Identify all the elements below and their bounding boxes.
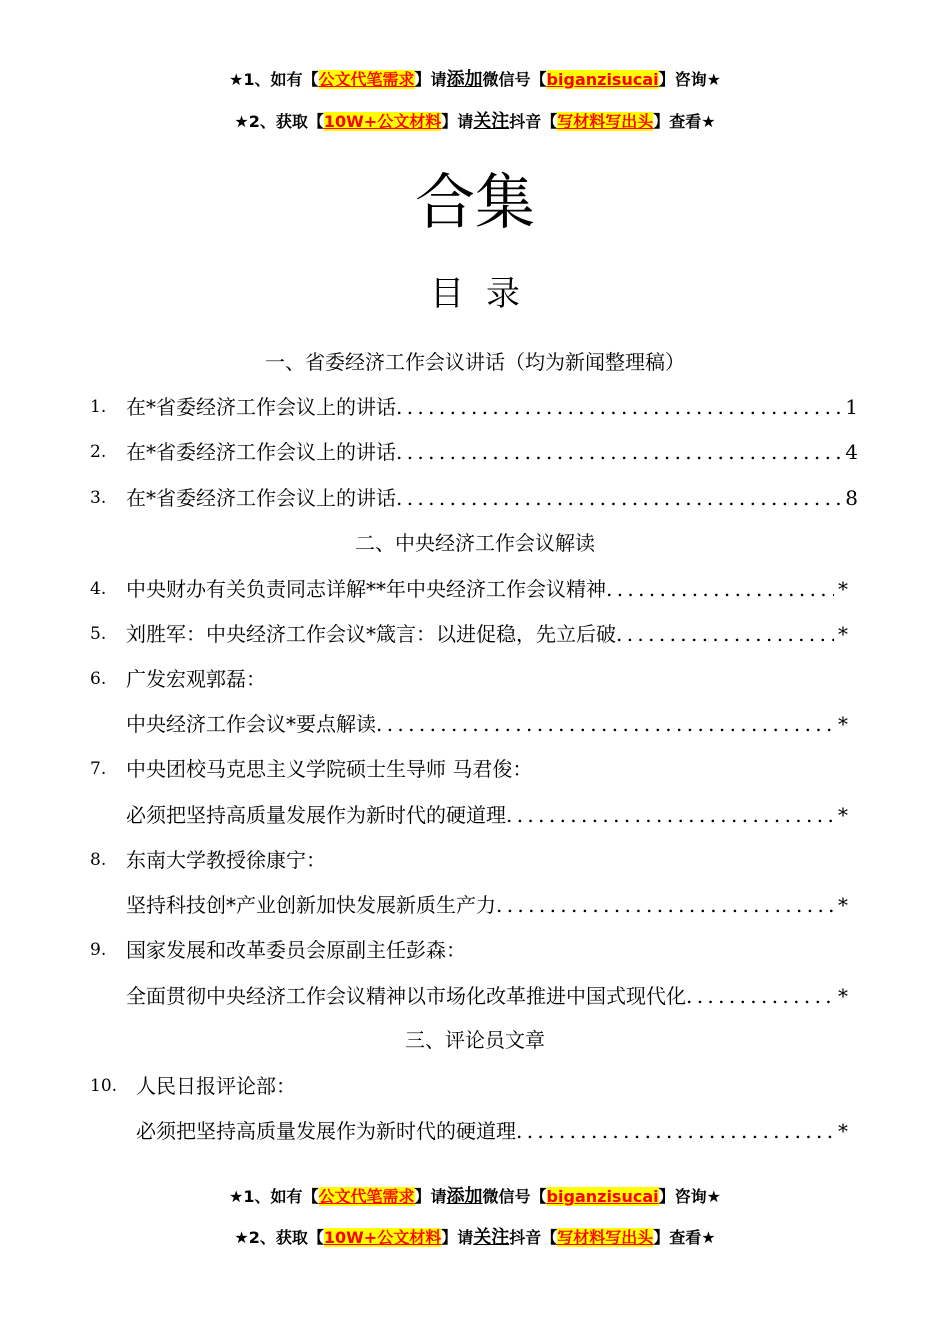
entry-page: * [838, 622, 848, 646]
entry-author: 国家发展和改革委员会原副主任彭森： [126, 938, 466, 962]
entry-author: 广发宏观郭磊： [126, 667, 266, 691]
banner-text: 】请 [441, 112, 474, 131]
banner-text: ★2、获取【 [234, 112, 324, 131]
entry-title: 必须把坚持高质量发展作为新时代的硬道理 [126, 803, 506, 827]
dot-leader [516, 1116, 834, 1146]
banner-text: ★1、如有【 [229, 1187, 319, 1206]
entry-title: 在*省委经济工作会议上的讲话 [126, 486, 396, 510]
entry-title: 全面贯彻中央经济工作会议精神以市场化改革推进中国式现代化 [126, 984, 686, 1008]
entry-title: 刘胜军：中央经济工作会议*箴言：以进促稳，先立后破 [126, 622, 616, 646]
banner-text: 】请 [414, 70, 447, 89]
banner-emphasis: 添加 [446, 69, 483, 90]
entry-title: 在*省委经济工作会议上的讲话 [126, 395, 396, 419]
dot-leader [396, 437, 841, 467]
entry-title: 必须把坚持高质量发展作为新时代的硬道理 [136, 1119, 516, 1143]
entry-page: * [838, 803, 848, 827]
entry-number: 7. [90, 759, 107, 779]
toc-entry-8-author [90, 845, 858, 875]
douyin-id: 写材料写出头 [557, 112, 654, 131]
banner-text: 】请 [441, 1228, 474, 1247]
banner-text: 抖音【 [509, 1228, 558, 1247]
entry-page: * [838, 893, 848, 917]
banner-text: 微信号【 [482, 70, 547, 89]
toc-entry-3[interactable] [90, 483, 858, 513]
toc-entry-7-author [90, 754, 858, 784]
section-heading-2: 二、中央经济工作会议解读 [355, 531, 595, 555]
top-banner-line-1 [0, 70, 950, 90]
banner-highlight: 10W+公文材料 [323, 1228, 442, 1247]
dot-leader [616, 619, 834, 649]
toc-entry-6[interactable] [90, 709, 858, 739]
toc-entry-8[interactable] [90, 890, 858, 920]
entry-page: * [838, 984, 848, 1008]
toc-entry-5[interactable] [90, 619, 858, 649]
entry-page: 1 [845, 395, 858, 419]
banner-text: 】咨询★ [658, 70, 721, 89]
banner-highlight: 10W+公文材料 [323, 112, 442, 131]
banner-text: 】咨询★ [658, 1187, 721, 1206]
entry-author: 东南大学教授徐康宁： [126, 848, 326, 872]
banner-text: 抖音【 [509, 112, 558, 131]
toc-entry-1[interactable] [90, 392, 858, 422]
toc-entry-2[interactable] [90, 437, 858, 467]
entry-author: 人民日报评论部： [136, 1074, 296, 1098]
banner-text: 】查看★ [653, 1228, 716, 1247]
dot-leader [506, 800, 834, 830]
wechat-id: biganzisucai [546, 70, 659, 89]
toc-entry-10[interactable] [90, 1116, 858, 1146]
entry-number: 3. [90, 488, 107, 508]
banner-text: 微信号【 [482, 1187, 547, 1206]
banner-emphasis: 关注 [473, 1227, 510, 1248]
banner-emphasis: 添加 [446, 1186, 483, 1207]
bottom-banner-line-1 [0, 1187, 950, 1207]
toc-entry-7[interactable] [90, 800, 858, 830]
entry-title: 中央经济工作会议*要点解读 [126, 712, 376, 736]
dot-leader [686, 981, 834, 1011]
douyin-id: 写材料写出头 [557, 1228, 654, 1247]
dot-leader [396, 392, 841, 422]
entry-page: * [838, 577, 848, 601]
toc-entry-10-author [90, 1071, 858, 1101]
entry-number: 5. [90, 624, 107, 644]
banner-highlight: 公文代笔需求 [318, 70, 415, 89]
banner-emphasis: 关注 [473, 111, 510, 132]
toc-heading: 目录 [430, 274, 542, 314]
entry-page: 4 [845, 440, 858, 464]
entry-number: 4. [90, 579, 107, 599]
dot-leader [496, 890, 834, 920]
toc-entry-9[interactable] [90, 981, 858, 1011]
entry-title: 中央财办有关负责同志详解**年中央经济工作会议精神 [126, 577, 606, 601]
top-banner-line-2 [0, 112, 950, 132]
toc-entry-9-author [90, 935, 858, 965]
entry-number: 10. [90, 1076, 118, 1096]
entry-number: 8. [90, 850, 107, 870]
banner-text: ★1、如有【 [229, 70, 319, 89]
entry-number: 1. [90, 397, 107, 417]
entry-number: 2. [90, 442, 107, 462]
wechat-id: biganzisucai [546, 1187, 659, 1206]
entry-number: 9. [90, 940, 107, 960]
dot-leader [376, 709, 834, 739]
entry-number: 6. [90, 669, 107, 689]
entry-page: 8 [845, 486, 858, 510]
entry-page: * [838, 712, 848, 736]
entry-author: 中央团校马克思主义学院硕士生导师 马君俊： [126, 757, 533, 781]
document-title: 合集 [415, 168, 535, 238]
section-heading-1: 一、省委经济工作会议讲话（均为新闻整理稿） [265, 350, 685, 374]
entry-page: * [838, 1119, 848, 1143]
toc-entry-4[interactable] [90, 574, 858, 604]
dot-leader [396, 483, 841, 513]
banner-text: ★2、获取【 [234, 1228, 324, 1247]
dot-leader [606, 574, 834, 604]
toc-entry-6-author [90, 664, 858, 694]
entry-title: 在*省委经济工作会议上的讲话 [126, 440, 396, 464]
banner-text: 】查看★ [653, 112, 716, 131]
banner-text: 】请 [414, 1187, 447, 1206]
banner-highlight: 公文代笔需求 [318, 1187, 415, 1206]
bottom-banner-line-2 [0, 1228, 950, 1248]
entry-title: 坚持科技创*产业创新加快发展新质生产力 [126, 893, 496, 917]
section-heading-3: 三、评论员文章 [405, 1028, 545, 1052]
